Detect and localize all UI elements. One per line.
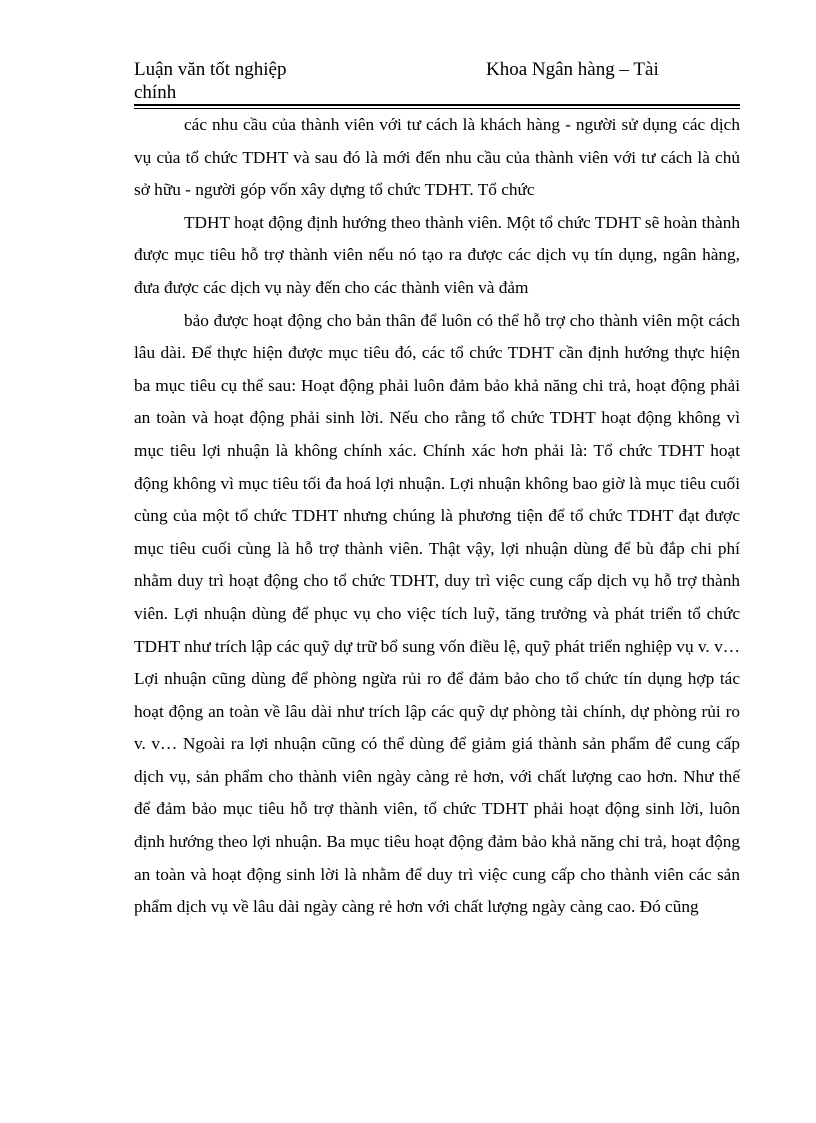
paragraph: các nhu cầu của thành viên với tư cách là khách hàng - người sử dụng các dịch vụ của tổ chức TDHT và sau đó là mới đến nhu cầu của thành viên với tư cách là chủ sở hữu - người góp vốn xây dựng tổ chức TDHT. Tổ chức xyxy=(134,115,740,200)
paragraph: bảo được hoạt động cho bản thân để luôn có thể hỗ trợ cho thành viên một cách lâu dài. Để thực hiện được mục tiêu đó, các tổ chức TDHT cần định hướng thực hiện ba mục tiêu cụ thể sau: Hoạt động phải luôn đảm bảo khả năng chi trả, hoạt động phải an toàn và hoạt động phải sinh lời. Nếu cho rằng tổ chức TDHT hoạt động không vì mục tiêu lợi nhuận là không chính xác. Chính xác hơn phải là: Tổ chức TDHT hoạt động không vì mục tiêu tối đa hoá lợi nhuận. Lợi nhuận không bao giờ là mục tiêu cuối cùng của một tổ chức TDHT nhưng chúng là phương tiện để tổ chức TDHT đạt được mục tiêu cuối cùng là hỗ trợ thành viên. Thật vậy, lợi nhuận dùng để bù đắp chi phí nhằm duy trì hoạt động cho tổ chức TDHT, duy trì việc cung cấp dịch vụ hỗ trợ thành viên. Lợi nhuận dùng để phục vụ cho việc tích luỹ, tăng trưởng và phát triển tổ chức TDHT như trích lập các quỹ dự trữ bổ sung vốn điều lệ, quỹ phát triển nghiệp vụ v. v…Lợi nhuận cũng dùng để phòng ngừa rủi ro để đảm bảo cho tổ chức tín dụng hợp tác hoạt động an toàn về lâu dài như trích lập các quỹ dự phòng tài chính, dự phòng rủi ro v. v… Ngoài ra lợi nhuận cũng có thể dùng để giảm giá thành sản phẩm để cung cấp dịch vụ, sản phẩm cho thành viên ngày càng rẻ hơn, với chất lượng cao hơn. Như thế để đảm bảo mục tiêu hỗ trợ thành viên, tổ chức TDHT phải hoạt động sinh lời, luôn định hướng theo lợi nhuận. Ba mục tiêu hoạt động đảm bảo khả năng chi trả, hoạt động an toàn và hoạt động sinh lời là nhằm để duy trì việc cung cấp cho thành viên các sản phẩm dịch vụ về lâu dài ngày càng rẻ hơn với chất lượng ngày càng cao. Đó cũng xyxy=(134,310,740,917)
header-faculty-name: Khoa Ngân hàng – Tài xyxy=(486,59,659,80)
header-divider-thick xyxy=(134,104,740,106)
header-thesis-title: Luận văn tốt nghiệp xyxy=(134,59,287,80)
paragraph: TDHT hoạt động định hướng theo thành viên. Một tổ chức TDHT sẽ hoàn thành được mục tiêu hỗ trợ thành viên nếu nó tạo ra được các dịch vụ tín dụng, ngân hàng, đưa được các dịch vụ này đến cho các thành viên và đảm xyxy=(134,212,740,297)
header-faculty-name-continuation: chính xyxy=(134,82,177,103)
body-text xyxy=(134,109,740,924)
page-header xyxy=(134,58,740,104)
